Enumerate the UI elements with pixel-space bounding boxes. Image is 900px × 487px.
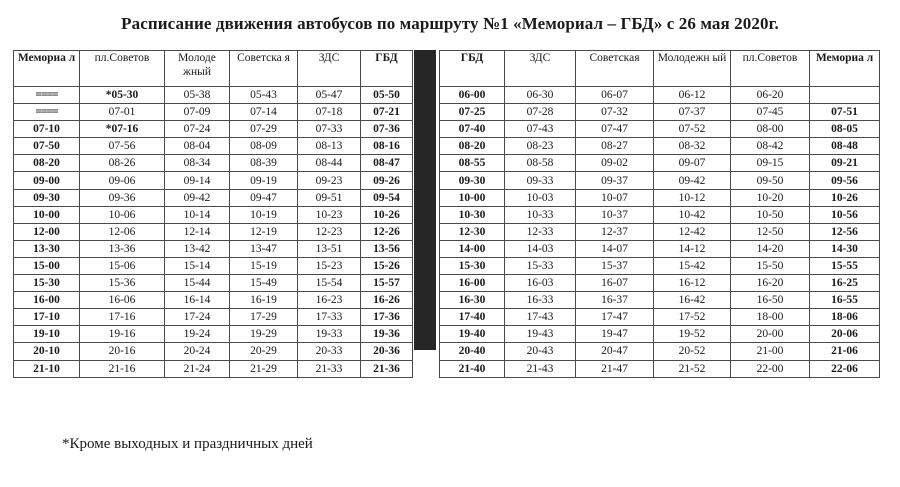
time-cell: 12-26	[361, 223, 413, 240]
time-cell: 13-30	[14, 240, 80, 257]
table-row	[440, 326, 880, 343]
time-cell: 15-37	[576, 257, 654, 274]
time-cell: 09-56	[810, 172, 880, 189]
time-cell: 15-26	[361, 257, 413, 274]
time-cell: 15-30	[14, 275, 80, 292]
time-cell: 15-06	[80, 257, 165, 274]
time-cell: 07-01	[80, 104, 165, 121]
time-cell: 09-00	[14, 172, 80, 189]
table-row	[440, 155, 880, 172]
time-cell: 07-47	[576, 121, 654, 138]
time-cell: 16-03	[505, 275, 576, 292]
time-cell: 17-33	[298, 309, 361, 326]
column-header: Молоде жный	[165, 51, 230, 87]
time-cell: 07-21	[361, 104, 413, 121]
time-cell: 20-33	[298, 343, 361, 360]
page-title: Расписание движения автобусов по маршруту №1 «Мемориал – ГБД» с 26 мая 2020г.	[121, 14, 779, 33]
table-row	[14, 206, 413, 223]
time-cell: 10-07	[576, 189, 654, 206]
time-cell: 18-00	[731, 309, 810, 326]
time-cell: 06-20	[731, 87, 810, 104]
table-row	[14, 172, 413, 189]
time-cell: 07-18	[298, 104, 361, 121]
time-cell: 13-56	[361, 240, 413, 257]
time-cell: 14-30	[810, 240, 880, 257]
time-cell: 17-43	[505, 309, 576, 326]
time-cell: 16-25	[810, 275, 880, 292]
time-cell: 09-19	[230, 172, 298, 189]
time-cell: 17-40	[440, 309, 505, 326]
table-row	[440, 292, 880, 309]
time-cell: 09-42	[654, 172, 731, 189]
time-cell: 21-36	[361, 360, 413, 377]
time-cell: 08-47	[361, 155, 413, 172]
table-row	[440, 121, 880, 138]
time-cell: 09-30	[14, 189, 80, 206]
time-cell: 12-33	[505, 223, 576, 240]
time-cell: 08-04	[165, 138, 230, 155]
time-cell: 08-48	[810, 138, 880, 155]
table-row	[14, 189, 413, 206]
time-cell: 10-33	[505, 206, 576, 223]
time-cell: 08-26	[80, 155, 165, 172]
time-cell: 16-26	[361, 292, 413, 309]
time-cell: 20-06	[810, 326, 880, 343]
table-row	[14, 275, 413, 292]
table-row	[14, 292, 413, 309]
time-cell: 15-57	[361, 275, 413, 292]
table-row	[440, 104, 880, 121]
table-row	[14, 240, 413, 257]
time-cell: 06-07	[576, 87, 654, 104]
column-header: Советская	[576, 51, 654, 87]
time-cell: 15-33	[505, 257, 576, 274]
time-cell: 10-30	[440, 206, 505, 223]
time-cell: 15-36	[80, 275, 165, 292]
column-header: ЗДС	[298, 51, 361, 87]
table-row	[440, 172, 880, 189]
time-cell: 08-58	[505, 155, 576, 172]
time-cell: 20-24	[165, 343, 230, 360]
time-cell: ====	[14, 104, 80, 121]
time-cell: 05-43	[230, 87, 298, 104]
time-cell: 10-20	[731, 189, 810, 206]
time-cell: 19-36	[361, 326, 413, 343]
time-cell: 18-06	[810, 309, 880, 326]
time-cell: 16-19	[230, 292, 298, 309]
time-cell: 20-40	[440, 343, 505, 360]
footnote: *Кроме выходных и праздничных дней	[62, 436, 313, 452]
time-cell: 10-00	[440, 189, 505, 206]
time-cell: 08-16	[361, 138, 413, 155]
column-header: ГБД	[361, 51, 413, 87]
table-row	[440, 257, 880, 274]
time-cell: 21-24	[165, 360, 230, 377]
time-cell: 16-50	[731, 292, 810, 309]
time-cell: 08-20	[440, 138, 505, 155]
time-cell: 16-07	[576, 275, 654, 292]
time-cell: 14-00	[440, 240, 505, 257]
time-cell: 07-25	[440, 104, 505, 121]
table-row	[14, 87, 413, 104]
time-cell: 06-12	[654, 87, 731, 104]
time-cell: 07-56	[80, 138, 165, 155]
time-cell: 09-33	[505, 172, 576, 189]
time-cell: 08-13	[298, 138, 361, 155]
time-cell: 10-26	[810, 189, 880, 206]
time-cell: 12-37	[576, 223, 654, 240]
table-row	[440, 360, 880, 377]
time-cell: 21-06	[810, 343, 880, 360]
time-cell: 16-23	[298, 292, 361, 309]
time-cell: 09-37	[576, 172, 654, 189]
table-row	[14, 104, 413, 121]
table-row	[14, 309, 413, 326]
time-cell: 09-30	[440, 172, 505, 189]
column-header: ЗДС	[505, 51, 576, 87]
time-cell: 09-36	[80, 189, 165, 206]
time-cell: 07-45	[731, 104, 810, 121]
table-row	[440, 87, 880, 104]
table-row	[14, 343, 413, 360]
time-cell: 19-16	[80, 326, 165, 343]
time-cell: 12-42	[654, 223, 731, 240]
time-cell: 12-14	[165, 223, 230, 240]
time-cell: 21-29	[230, 360, 298, 377]
time-cell: 16-42	[654, 292, 731, 309]
time-cell: 10-23	[298, 206, 361, 223]
time-cell: 15-19	[230, 257, 298, 274]
time-cell: 19-40	[440, 326, 505, 343]
time-cell: 12-23	[298, 223, 361, 240]
table-row	[14, 360, 413, 377]
time-cell: 21-43	[505, 360, 576, 377]
column-header: Мемориа л	[810, 51, 880, 87]
time-cell: 19-24	[165, 326, 230, 343]
time-cell: 15-23	[298, 257, 361, 274]
time-cell: 13-47	[230, 240, 298, 257]
time-cell: 12-50	[731, 223, 810, 240]
time-cell: 20-47	[576, 343, 654, 360]
time-cell: 12-06	[80, 223, 165, 240]
time-cell: 19-33	[298, 326, 361, 343]
time-cell: 07-32	[576, 104, 654, 121]
column-header: Мемориа л	[14, 51, 80, 87]
time-cell: 20-00	[731, 326, 810, 343]
time-cell: 16-14	[165, 292, 230, 309]
time-cell: 19-43	[505, 326, 576, 343]
time-cell: 21-40	[440, 360, 505, 377]
time-cell: 13-36	[80, 240, 165, 257]
time-cell: 07-50	[14, 138, 80, 155]
time-cell: 10-37	[576, 206, 654, 223]
table-row	[440, 240, 880, 257]
time-cell: 08-27	[576, 138, 654, 155]
time-cell: 10-06	[80, 206, 165, 223]
time-cell: 20-36	[361, 343, 413, 360]
table-row	[440, 275, 880, 292]
time-cell: 17-29	[230, 309, 298, 326]
time-cell: 06-30	[505, 87, 576, 104]
time-cell: 17-24	[165, 309, 230, 326]
time-cell: 15-00	[14, 257, 80, 274]
column-header: Молодежн ый	[654, 51, 731, 87]
table-row	[440, 138, 880, 155]
time-cell: 07-29	[230, 121, 298, 138]
time-cell: 08-00	[731, 121, 810, 138]
time-cell: 07-10	[14, 121, 80, 138]
time-cell: 08-32	[654, 138, 731, 155]
time-cell: 08-20	[14, 155, 80, 172]
time-cell: 09-47	[230, 189, 298, 206]
time-cell: 12-56	[810, 223, 880, 240]
table-row	[14, 155, 413, 172]
time-cell: 15-30	[440, 257, 505, 274]
time-cell: 12-00	[14, 223, 80, 240]
time-cell: 08-34	[165, 155, 230, 172]
time-cell: 05-47	[298, 87, 361, 104]
time-cell: 16-30	[440, 292, 505, 309]
column-header: пл.Советов	[731, 51, 810, 87]
time-cell: 09-54	[361, 189, 413, 206]
time-cell: 14-03	[505, 240, 576, 257]
time-cell: 10-14	[165, 206, 230, 223]
time-cell: 07-43	[505, 121, 576, 138]
table-row	[440, 223, 880, 240]
time-cell: 07-09	[165, 104, 230, 121]
time-cell: 17-16	[80, 309, 165, 326]
time-cell: 22-00	[731, 360, 810, 377]
time-cell: 15-50	[731, 257, 810, 274]
time-cell: 21-00	[731, 343, 810, 360]
time-cell: 07-28	[505, 104, 576, 121]
time-cell: 16-12	[654, 275, 731, 292]
time-cell: 20-16	[80, 343, 165, 360]
time-cell: 15-14	[165, 257, 230, 274]
header-row	[440, 51, 880, 87]
time-cell: 09-42	[165, 189, 230, 206]
time-cell: 15-44	[165, 275, 230, 292]
time-cell: 09-14	[165, 172, 230, 189]
time-cell: 07-14	[230, 104, 298, 121]
time-cell: 21-47	[576, 360, 654, 377]
column-header: ГБД	[440, 51, 505, 87]
time-cell: 08-09	[230, 138, 298, 155]
time-cell: 16-37	[576, 292, 654, 309]
time-cell: 14-07	[576, 240, 654, 257]
time-cell: 16-00	[440, 275, 505, 292]
time-cell: 10-42	[654, 206, 731, 223]
time-cell: 09-02	[576, 155, 654, 172]
time-cell: 10-19	[230, 206, 298, 223]
time-cell: 08-23	[505, 138, 576, 155]
time-cell: 10-12	[654, 189, 731, 206]
time-cell: 10-26	[361, 206, 413, 223]
time-cell: 13-42	[165, 240, 230, 257]
table-row	[14, 121, 413, 138]
table-divider	[414, 50, 436, 350]
time-cell: *05-30	[80, 87, 165, 104]
time-cell: 09-26	[361, 172, 413, 189]
time-cell: 20-29	[230, 343, 298, 360]
table-row	[440, 189, 880, 206]
time-cell: 09-51	[298, 189, 361, 206]
table-row	[14, 223, 413, 240]
time-cell: 21-16	[80, 360, 165, 377]
time-cell: 16-55	[810, 292, 880, 309]
time-cell: 07-24	[165, 121, 230, 138]
time-cell: 10-00	[14, 206, 80, 223]
time-cell: 22-06	[810, 360, 880, 377]
time-cell: 19-10	[14, 326, 80, 343]
time-cell: 09-21	[810, 155, 880, 172]
table-row	[14, 138, 413, 155]
time-cell: 17-52	[654, 309, 731, 326]
table-row	[440, 343, 880, 360]
time-cell: 16-20	[731, 275, 810, 292]
table-row	[14, 257, 413, 274]
time-cell: 21-10	[14, 360, 80, 377]
time-cell: 08-44	[298, 155, 361, 172]
time-cell: 07-37	[654, 104, 731, 121]
time-cell: 15-54	[298, 275, 361, 292]
time-cell: 20-52	[654, 343, 731, 360]
time-cell	[810, 87, 880, 104]
time-cell: 09-50	[731, 172, 810, 189]
time-cell: 16-00	[14, 292, 80, 309]
time-cell: 19-52	[654, 326, 731, 343]
time-cell: 07-36	[361, 121, 413, 138]
time-cell: *07-16	[80, 121, 165, 138]
time-cell: 09-15	[731, 155, 810, 172]
time-cell: 19-47	[576, 326, 654, 343]
time-cell: 17-10	[14, 309, 80, 326]
time-cell: 09-07	[654, 155, 731, 172]
time-cell: 07-51	[810, 104, 880, 121]
time-cell: 20-43	[505, 343, 576, 360]
time-cell: 20-10	[14, 343, 80, 360]
time-cell: 19-29	[230, 326, 298, 343]
time-cell: 15-49	[230, 275, 298, 292]
time-cell: 05-50	[361, 87, 413, 104]
time-cell: 13-51	[298, 240, 361, 257]
time-cell: 06-00	[440, 87, 505, 104]
time-cell: 12-30	[440, 223, 505, 240]
time-cell: 07-40	[440, 121, 505, 138]
time-cell: 10-56	[810, 206, 880, 223]
time-cell: 15-55	[810, 257, 880, 274]
time-cell: 08-42	[731, 138, 810, 155]
header-row	[14, 51, 413, 87]
time-cell: 21-52	[654, 360, 731, 377]
time-cell: 17-47	[576, 309, 654, 326]
time-cell: 08-55	[440, 155, 505, 172]
column-header: пл.Советов	[80, 51, 165, 87]
time-cell: 09-23	[298, 172, 361, 189]
time-cell: ====	[14, 87, 80, 104]
time-cell: 07-33	[298, 121, 361, 138]
schedule-table-memorial-to-gbd	[13, 50, 413, 378]
time-cell: 08-39	[230, 155, 298, 172]
table-row	[440, 206, 880, 223]
time-cell: 17-36	[361, 309, 413, 326]
schedule-table-gbd-to-memorial	[439, 50, 880, 378]
time-cell: 15-42	[654, 257, 731, 274]
time-cell: 10-03	[505, 189, 576, 206]
time-cell: 07-52	[654, 121, 731, 138]
time-cell: 10-50	[731, 206, 810, 223]
time-cell: 08-05	[810, 121, 880, 138]
time-cell: 14-20	[731, 240, 810, 257]
time-cell: 12-19	[230, 223, 298, 240]
time-cell: 09-06	[80, 172, 165, 189]
time-cell: 16-06	[80, 292, 165, 309]
time-cell: 21-33	[298, 360, 361, 377]
time-cell: 05-38	[165, 87, 230, 104]
table-row	[440, 309, 880, 326]
time-cell: 16-33	[505, 292, 576, 309]
table-row	[14, 326, 413, 343]
time-cell: 14-12	[654, 240, 731, 257]
column-header: Советска я	[230, 51, 298, 87]
